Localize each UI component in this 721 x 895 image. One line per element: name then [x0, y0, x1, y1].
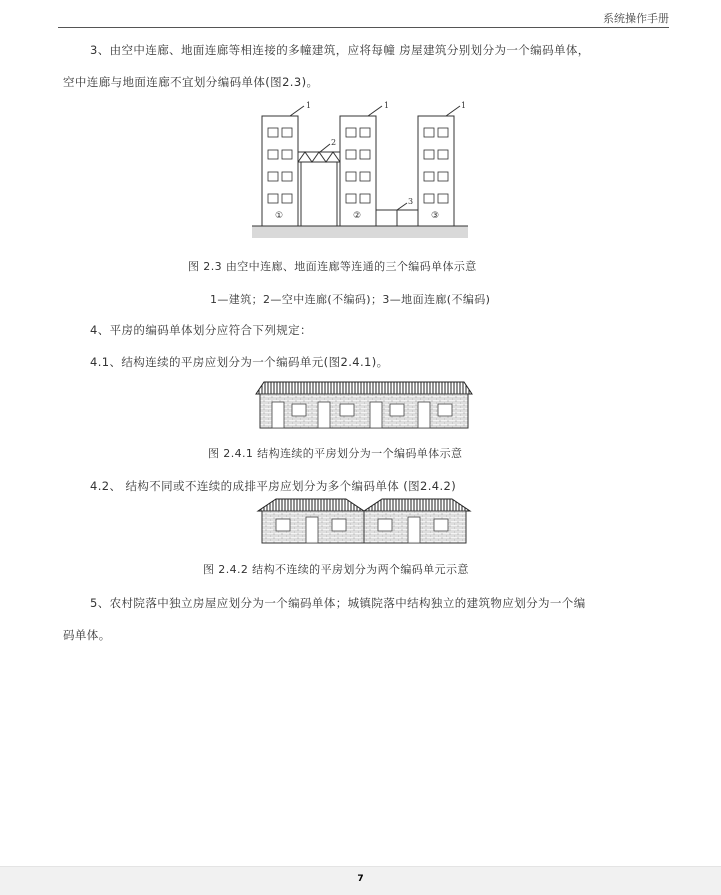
label-3: 3: [408, 197, 414, 206]
building-number-1: ①: [275, 211, 284, 221]
paragraph-5-line-2: 码单体。: [63, 628, 111, 642]
figure-2-3-legend: 1—建筑；2—空中连廊(不编码)；3—地面连廊(不编码): [210, 293, 491, 306]
page-footer: [0, 866, 721, 895]
header-rule: [58, 27, 669, 28]
paragraph-4-1: 4.1、结构连续的平房应划分为一个编码单元(图2.4.1)。: [90, 355, 389, 369]
continuous-wall: [260, 394, 468, 428]
continuous-roof: [256, 382, 472, 394]
figure-2-3-illustration: [250, 100, 470, 246]
figure-2-4-2-caption: 图 2.4.2 结构不连续的平房划分为两个编码单元示意: [203, 563, 469, 576]
paragraph-4: 4、平房的编码单体划分应符合下列规定：: [90, 323, 312, 337]
right-building-roof: [364, 499, 470, 511]
building-number-2: ②: [353, 211, 362, 221]
building-number-3: ③: [431, 211, 440, 221]
label-1c: 1: [461, 101, 467, 110]
sky-corridor-truss: [298, 152, 340, 162]
figure-2-4-1-caption: 图 2.4.1 结构连续的平房划分为一个编码单体示意: [208, 447, 463, 460]
paragraph-3-line-2: 空中连廊与地面连廊不宜划分编码单体(图2.3)。: [63, 75, 319, 89]
building-1: [262, 116, 298, 226]
paragraph-5-line-1: 5、农村院落中独立房屋应划分为一个编码单体；城镇院落中结构独立的建筑物应划分为一个编: [90, 596, 586, 610]
left-building-roof: [258, 499, 364, 511]
header-title: 系统操作手册: [603, 12, 669, 25]
ground-hatch: [252, 226, 468, 238]
label-1b: 1: [384, 101, 390, 110]
figure-2-3-caption: 图 2.3 由空中连廊、地面连廊等连通的三个编码单体示意: [188, 260, 477, 273]
figure-2-4-2-illustration: [254, 497, 474, 547]
label-2: 2: [331, 138, 337, 147]
building-2: [340, 116, 376, 226]
figure-2-4-1-illustration: [252, 380, 476, 432]
building-3: [418, 116, 454, 226]
page-number: 7: [357, 874, 364, 884]
label-1a: 1: [306, 101, 312, 110]
paragraph-4-2: 4.2、 结构不同或不连续的成排平房应划分为多个编码单体 (图2.4.2): [90, 479, 457, 493]
paragraph-3-line-1: 3、由空中连廊、地面连廊等相连接的多幢建筑，应将每幢 房屋建筑分别划分为一个编码单体，: [90, 43, 590, 57]
